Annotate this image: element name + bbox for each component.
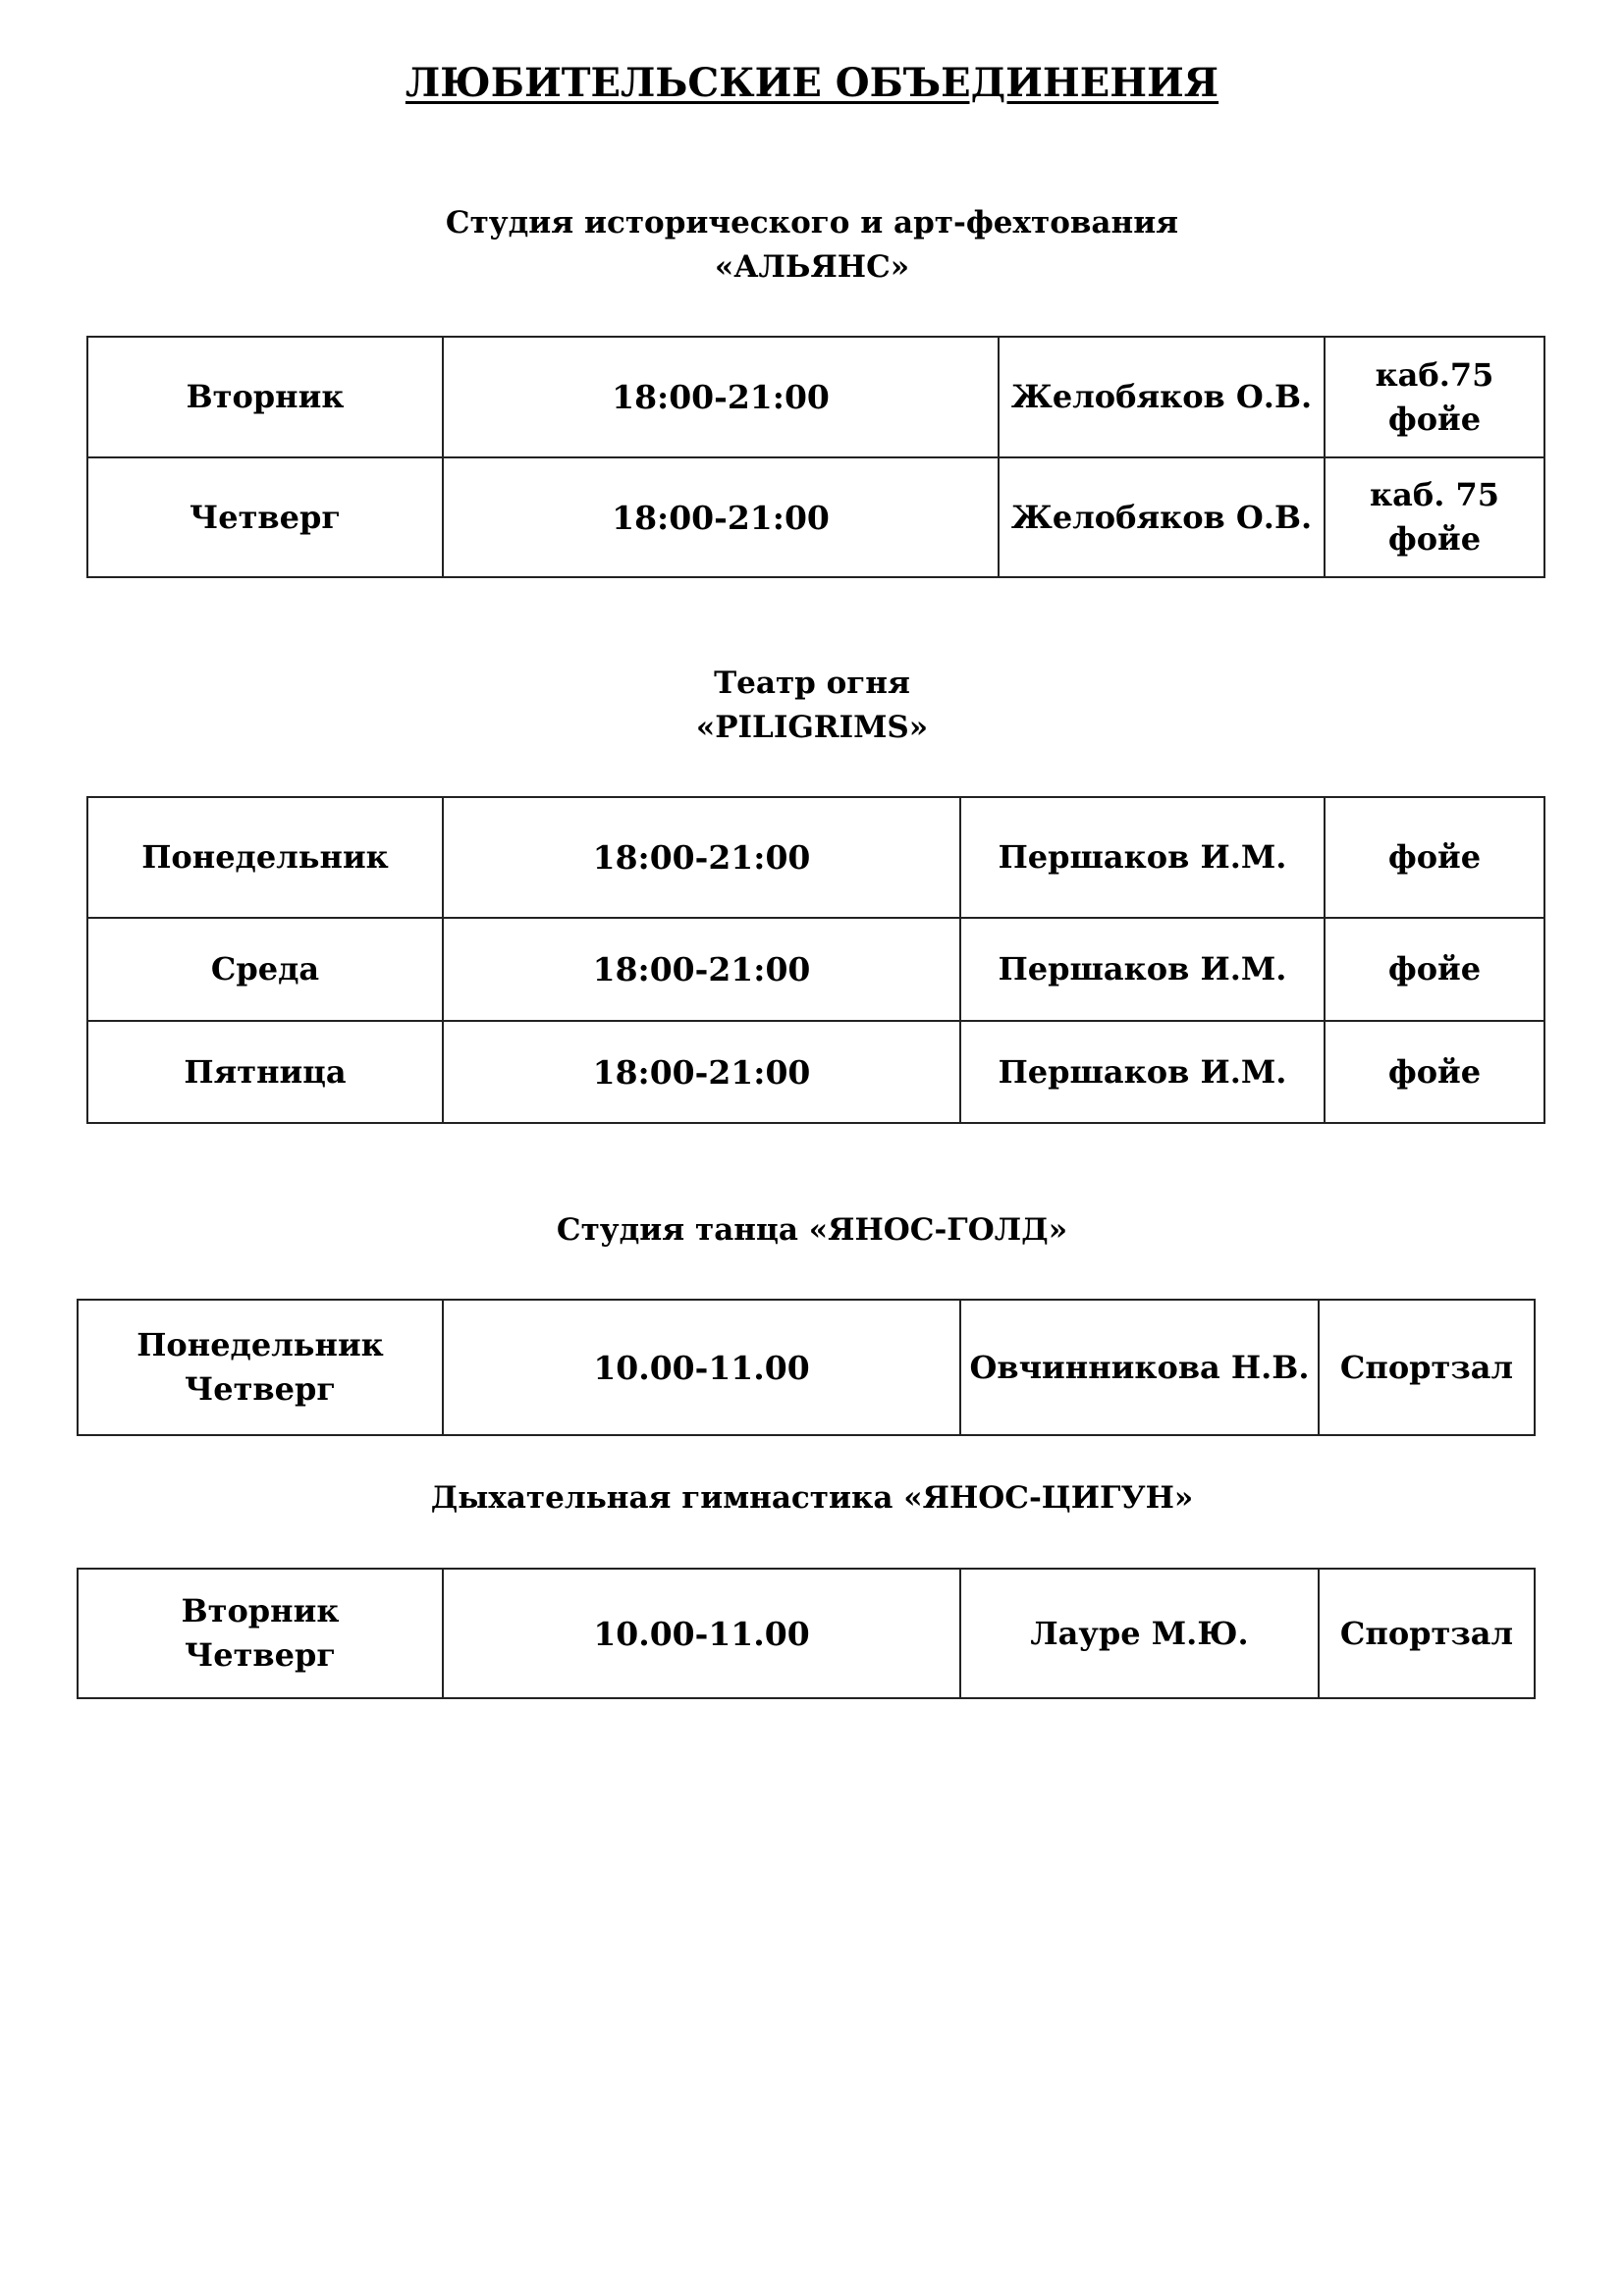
time-cell: 10.00-11.00 — [443, 1300, 960, 1435]
leader-cell: Овчинникова Н.В. — [960, 1300, 1319, 1435]
table-row — [87, 797, 1544, 918]
table-row — [87, 457, 1544, 577]
room-cell: фойе — [1325, 1021, 1544, 1123]
schedule-table-alliance — [86, 336, 1545, 578]
day-cell: Вторник Четверг — [78, 1569, 443, 1698]
section-heading-alliance — [0, 201, 1624, 290]
time-cell: 18:00-21:00 — [443, 457, 999, 577]
leader-cell: Желобяков О.В. — [999, 457, 1325, 577]
day-cell: Среда — [87, 918, 443, 1021]
page-title: ЛЮБИТЕЛЬСКИЕ ОБЪЕДИНЕНИЯ — [405, 60, 1219, 106]
schedule-table-janos-qigong — [77, 1568, 1536, 1699]
leader-cell: Желобяков О.В. — [999, 337, 1325, 457]
day-cell: Понедельник — [87, 797, 443, 918]
section-heading-line: Театр огня — [714, 666, 910, 701]
table-row — [78, 1300, 1535, 1435]
section-heading-line: «PILIGRIMS» — [695, 710, 929, 745]
section-heading-piligrims — [0, 662, 1624, 750]
section-heading-line: Дыхательная гимнастика «ЯНОС-ЦИГУН» — [430, 1480, 1194, 1516]
leader-cell: Першаков И.М. — [960, 1021, 1325, 1123]
day-cell: Четверг — [87, 457, 443, 577]
leader-cell: Першаков И.М. — [960, 797, 1325, 918]
room-cell: фойе — [1325, 918, 1544, 1021]
time-cell: 18:00-21:00 — [443, 918, 960, 1021]
room-cell: Спортзал — [1319, 1300, 1535, 1435]
section-heading-janos-gold — [0, 1208, 1624, 1253]
leader-cell: Лауре М.Ю. — [960, 1569, 1319, 1698]
table-row — [87, 337, 1544, 457]
time-cell: 18:00-21:00 — [443, 797, 960, 918]
section-heading-janos-qigong — [0, 1476, 1624, 1521]
time-cell: 18:00-21:00 — [443, 1021, 960, 1123]
time-cell: 18:00-21:00 — [443, 337, 999, 457]
time-cell: 10.00-11.00 — [443, 1569, 960, 1698]
table-row — [87, 1021, 1544, 1123]
section-heading-line: Студия исторического и арт-фехтования — [445, 205, 1179, 240]
room-cell: каб. 75 фойе — [1325, 457, 1544, 577]
schedule-table-janos-gold — [77, 1299, 1536, 1436]
room-cell: каб.75 фойе — [1325, 337, 1544, 457]
room-cell: фойе — [1325, 797, 1544, 918]
section-heading-line: «АЛЬЯНС» — [714, 249, 910, 285]
room-cell: Спортзал — [1319, 1569, 1535, 1698]
day-cell: Вторник — [87, 337, 443, 457]
day-cell: Понедельник Четверг — [78, 1300, 443, 1435]
leader-cell: Першаков И.М. — [960, 918, 1325, 1021]
table-row — [78, 1569, 1535, 1698]
schedule-table-piligrims — [86, 796, 1545, 1124]
day-cell: Пятница — [87, 1021, 443, 1123]
section-heading-line: Студия танца «ЯНОС-ГОЛД» — [556, 1212, 1068, 1248]
table-row — [87, 918, 1544, 1021]
